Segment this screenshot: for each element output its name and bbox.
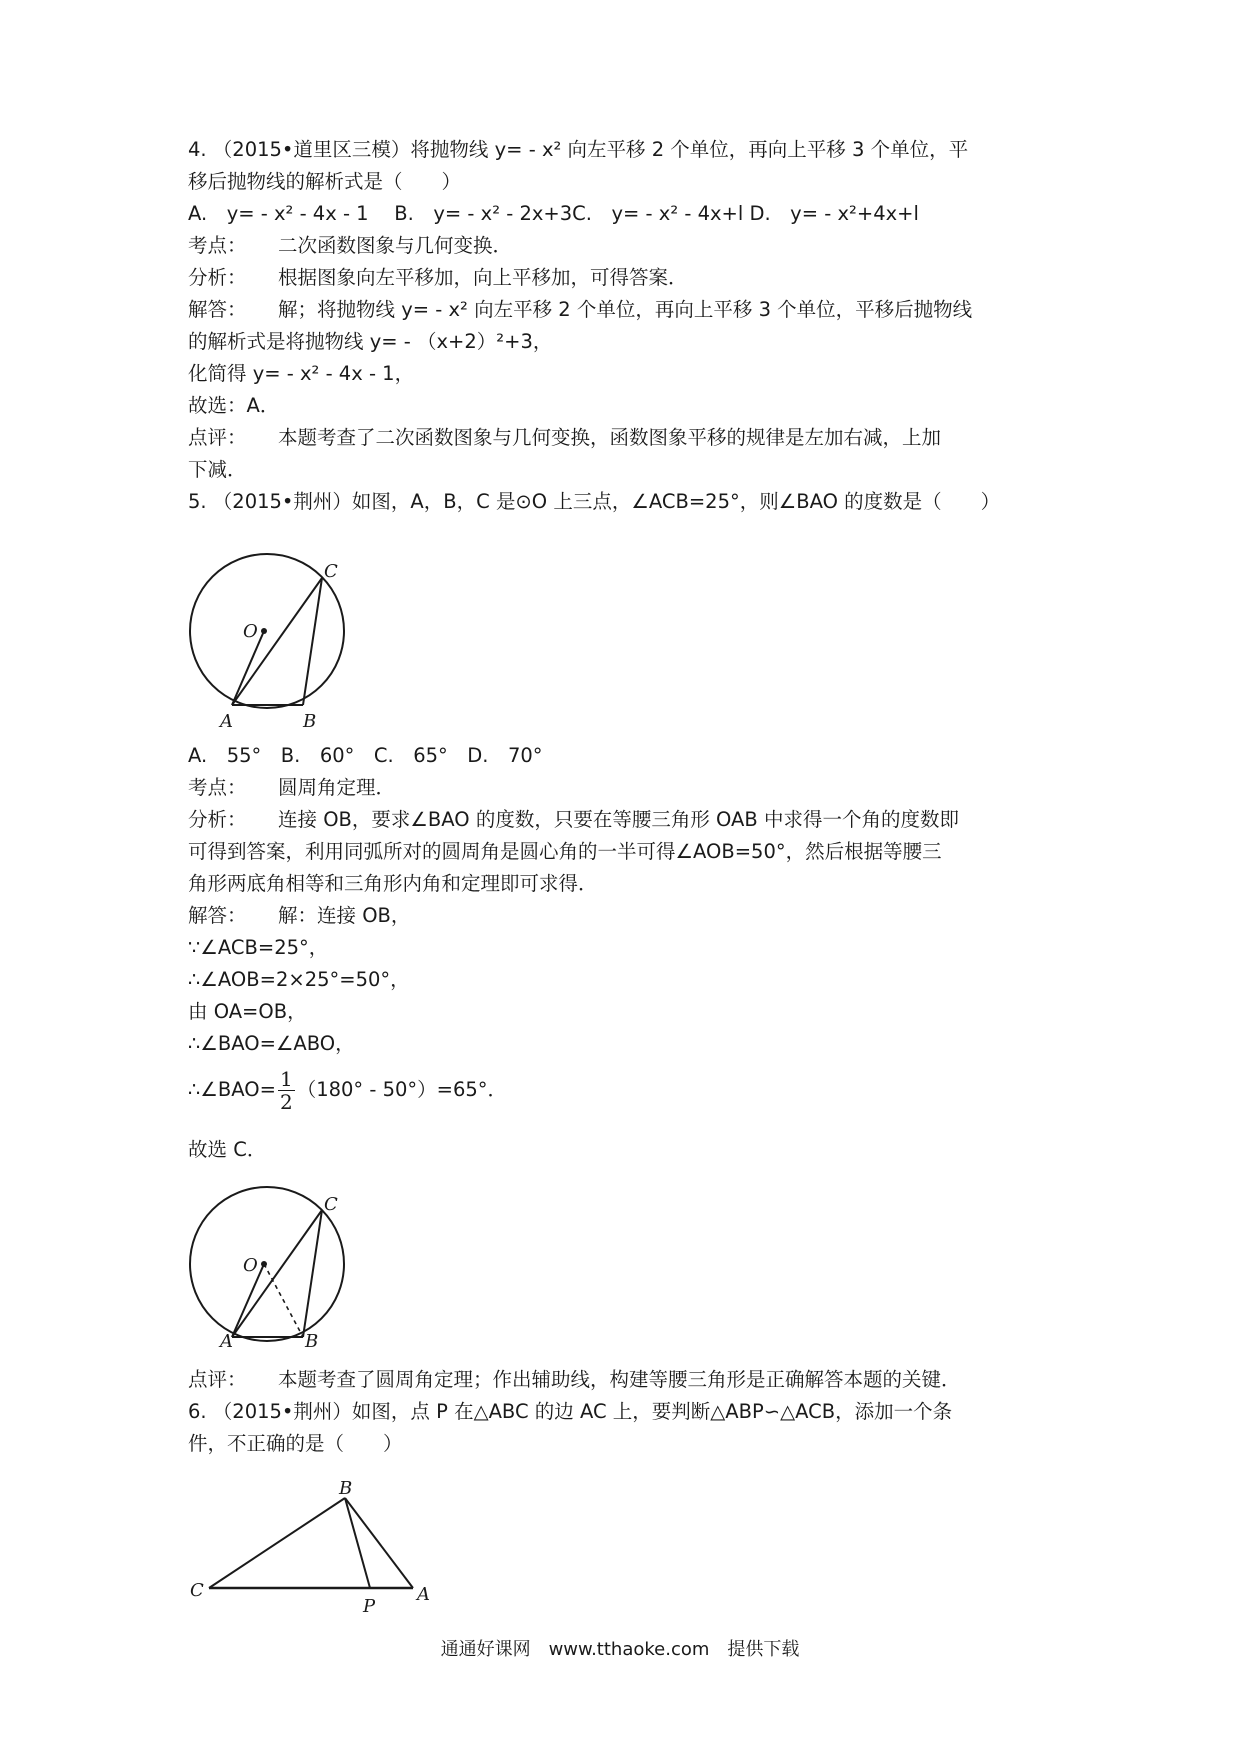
center-point (261, 628, 267, 634)
label-a: A (220, 711, 233, 730)
label-b: B (339, 1478, 353, 1499)
segment-bc (303, 578, 322, 705)
q5-answer: 故选 C． (188, 1138, 267, 1161)
q5-fenxi (188, 804, 959, 836)
kaodian-label: 考点： (188, 234, 247, 257)
q6-stem-line2: 件，不正确的是（ ） (188, 1432, 403, 1455)
q5-step5 (188, 1068, 507, 1113)
q6-triangle-figure (185, 1476, 445, 1616)
label-p: P (363, 1596, 376, 1616)
segment-bc (303, 1210, 322, 1337)
jieda-text: 解：连接 OB， (278, 904, 411, 927)
fraction-numerator: 1 (279, 1067, 293, 1091)
fraction-denominator: 2 (279, 1090, 293, 1114)
kaodian-text: 二次函数图象与几何变换． (278, 234, 513, 257)
q5-jieda (188, 900, 410, 932)
q5-circle-figure (180, 540, 360, 730)
q4-stem-line2: 移后抛物线的解析式是（ ） (188, 170, 462, 193)
q5-dianping (188, 1364, 961, 1396)
step5-suffix: （180° - 50°）=65°． (296, 1078, 508, 1101)
q5-fenxi-line3: 角形两底角相等和三角形内角和定理即可求得． (188, 872, 598, 895)
label-c: C (190, 1580, 204, 1601)
label-o: O (243, 1255, 258, 1276)
jieda-label: 解答： (188, 904, 247, 927)
q5-step2: ∴∠AOB=2×25°=50°， (188, 968, 410, 991)
jieda-text: 解；将抛物线 y= - x² 向左平移 2 个单位，再向上平移 3 个单位，平移后抛物线 (278, 298, 973, 321)
q5-fenxi-line2: 可得到答案，利用同弧所对的圆周角是圆心角的一半可得∠AOB=50°，然后根据等腰三 (188, 840, 942, 863)
q5-stem: 5. （2015•荆州）如图，A，B，C 是⊙O 上三点，∠ACB=25°，则∠BAO 的度数是（ ） (188, 490, 1001, 513)
label-o: O (243, 621, 258, 642)
q4-jieda-line3: 化简得 y= - x² - 4x - 1， (188, 362, 415, 385)
fenxi-text: 根据图象向左平移加，向上平移加，可得答案． (278, 266, 688, 289)
segment-cb (209, 1498, 345, 1588)
kaodian-label: 考点： (188, 776, 247, 799)
q5-options: A. 55° B. 60° C. 65° D. 70° (188, 744, 543, 767)
fenxi-label: 分析： (188, 808, 247, 831)
label-c: C (324, 561, 338, 582)
dianping-text: 本题考查了二次函数图象与几何变换，函数图象平移的规律是左加右减，上加 (278, 426, 942, 449)
q4-kaodian (188, 230, 512, 262)
q4-jieda-line2: 的解析式是将抛物线 y= - （x+2）²+3， (188, 330, 553, 353)
q5-step1: ∵∠ACB=25°， (188, 936, 329, 959)
kaodian-text: 圆周角定理． (278, 776, 396, 799)
q4-dianping-line2: 下减． (188, 458, 247, 481)
fenxi-label: 分析： (188, 266, 247, 289)
fenxi-text: 连接 OB，要求∠BAO 的度数，只要在等腰三角形 OAB 中求得一个角的度数即 (278, 808, 959, 831)
q5-kaodian (188, 772, 395, 804)
fraction-one-half (278, 1068, 295, 1113)
q6-stem-line1: 6. （2015•荆州）如图，点 P 在△ABC 的边 AC 上，要判断△ABP∽△ACB，添加一个条 (188, 1400, 953, 1423)
label-a: A (220, 1331, 233, 1352)
dianping-text: 本题考查了圆周角定理；作出辅助线，构建等腰三角形是正确解答本题的关键． (278, 1368, 961, 1391)
segment-ba (345, 1498, 413, 1588)
center-point (261, 1261, 267, 1267)
q4-fenxi (188, 262, 688, 294)
q4-stem-line1: 4. （2015•道里区三模）将抛物线 y= - x² 向左平移 2 个单位，再向上平移 3 个单位，平 (188, 138, 969, 161)
dianping-label: 点评： (188, 1368, 247, 1391)
page-footer: 通通好课网 www.tthaoke.com 提供下载 (440, 1639, 800, 1660)
q4-jieda (188, 294, 972, 326)
dianping-label: 点评： (188, 426, 247, 449)
label-c: C (324, 1194, 338, 1215)
q4-options: A. y= - x² - 4x - 1 B. y= - x² - 2x+3C. y= - x² - 4x+l D. y= - x²+4x+l (188, 202, 919, 225)
q5-solution-figure (180, 1184, 360, 1354)
step5-prefix: ∴∠BAO= (188, 1078, 276, 1101)
label-b: B (303, 711, 317, 730)
q4-answer: 故选：A． (188, 394, 280, 417)
segment-bp (345, 1498, 370, 1588)
dashed-ob (264, 1264, 303, 1337)
label-a: A (417, 1584, 430, 1605)
q4-dianping (188, 422, 941, 454)
q5-step4: ∴∠BAO=∠ABO， (188, 1032, 355, 1055)
q5-step3: 由 OA=OB， (188, 1000, 307, 1023)
label-b: B (305, 1331, 319, 1352)
jieda-label: 解答： (188, 298, 247, 321)
